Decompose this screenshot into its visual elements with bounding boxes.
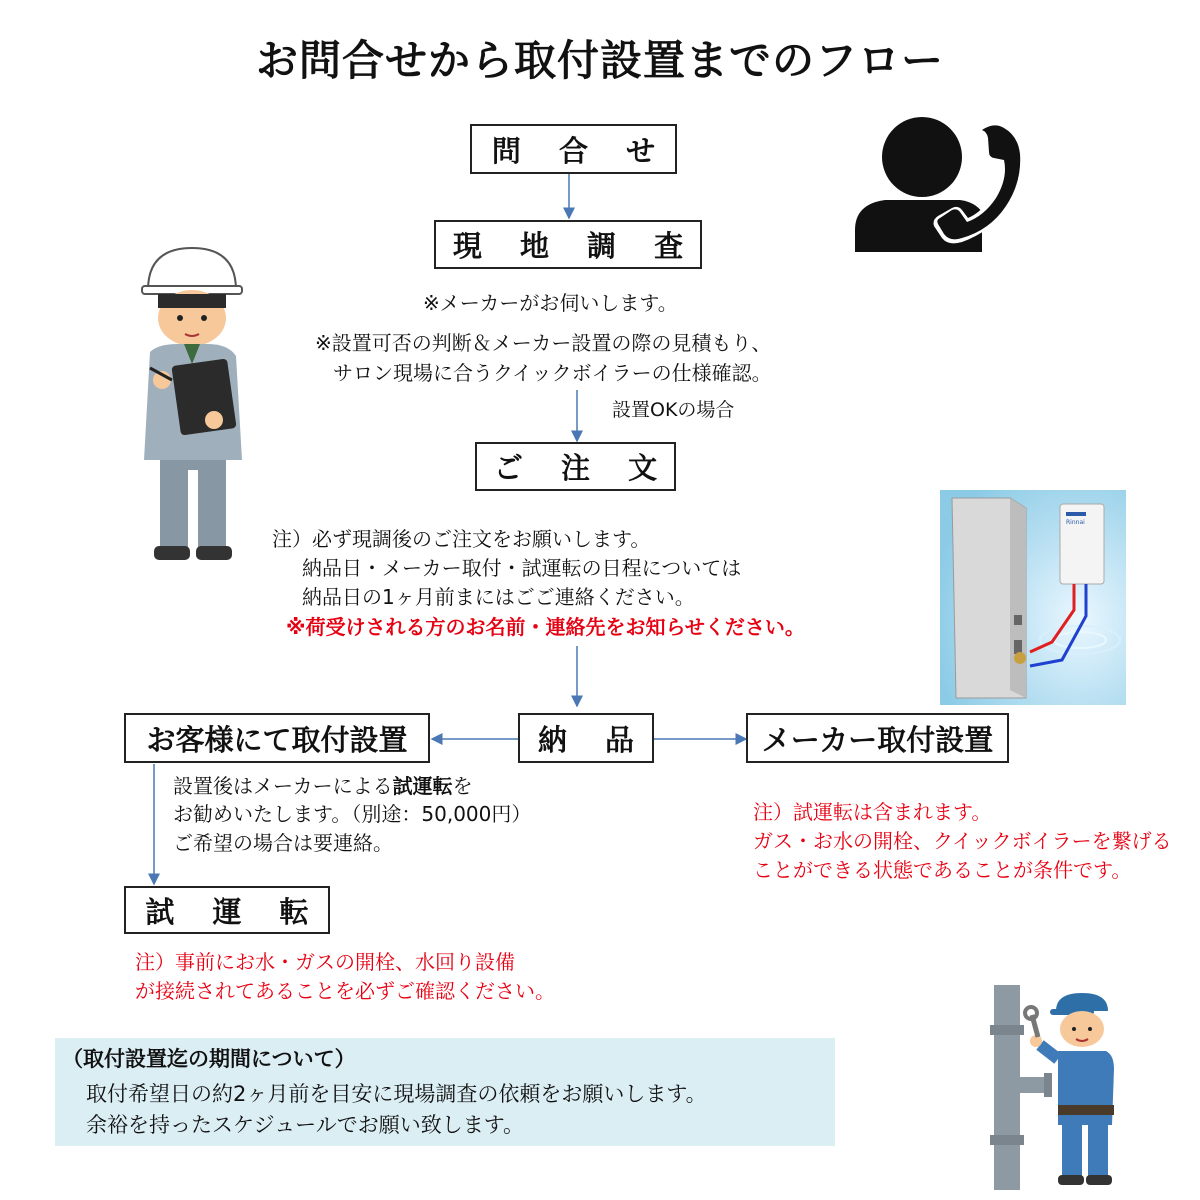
- period-line-2: 余裕を持ったスケジュールでお願い致します。: [86, 1113, 525, 1137]
- customer-install-note-1-pre: 設置後はメーカーによる: [173, 774, 393, 798]
- maker-install-note-1: 注）試運転は含まれます。: [753, 800, 992, 824]
- customer-install-note-2: お勧めいたします。（別途：50,000円）: [173, 802, 532, 826]
- test-run-note-1: 注）事前にお水・ガスの開栓、水回り設備: [135, 950, 515, 974]
- surveyor-illustration: [128, 240, 258, 570]
- plumber-illustration: [988, 985, 1128, 1190]
- person-phone-icon: [850, 112, 1030, 257]
- customer-install-note-3: ご希望の場合は要連絡。: [173, 831, 393, 855]
- period-line-1: 取付希望日の約2ヶ月前を目安に現場調査の依頼をお願いします。: [86, 1082, 707, 1106]
- boiler-product-image: [940, 490, 1126, 705]
- maker-install-note-2: ガス・お水の開栓、クイックボイラーを繋げる: [753, 829, 1172, 853]
- survey-note-1: ※メーカーがお伺いします。: [423, 291, 678, 315]
- survey-note-3: サロン現場に合うクイックボイラーの仕様確認。: [333, 361, 772, 385]
- customer-install-note-1-bold: 試運転: [392, 774, 453, 798]
- step-order: ご 注 文: [475, 442, 676, 491]
- step-test-run: 試 運 転: [124, 886, 330, 934]
- test-run-note-2: が接続されてあることを必ずご確認ください。: [135, 979, 555, 1003]
- maker-install-note-3: ことができる状態であることが条件です。: [753, 858, 1132, 882]
- order-note-2: 納品日・メーカー取付・試運転の日程については: [302, 556, 742, 580]
- page-title: お問合せから取付設置までのフロー: [255, 36, 944, 85]
- order-note-3: 納品日の1ヶ月前まにはごご連絡ください。: [302, 585, 695, 609]
- step-site-survey: 現 地 調 査: [434, 220, 702, 269]
- survey-note-2: ※設置可否の判断＆メーカー設置の際の見積もり、: [315, 331, 772, 355]
- step-delivery: 納 品: [518, 713, 654, 763]
- customer-install-note-1: [173, 771, 473, 801]
- period-heading: （取付設置迄の期間について）: [62, 1047, 356, 1071]
- order-note-4: ※荷受けされる方のお名前・連絡先をお知らせください。: [286, 615, 805, 639]
- step-inquiry: 問 合 せ: [470, 124, 677, 174]
- survey-condition: 設置OKの場合: [612, 399, 735, 421]
- step-maker-install: メーカー取付設置: [746, 713, 1009, 763]
- step-customer-install: お客様にて取付設置: [124, 713, 430, 763]
- customer-install-note-1-post: を: [452, 774, 473, 798]
- product-brand: Rinnai: [1066, 519, 1085, 526]
- order-note-1: 注）必ず現調後のご注文をお願いします。: [272, 527, 651, 551]
